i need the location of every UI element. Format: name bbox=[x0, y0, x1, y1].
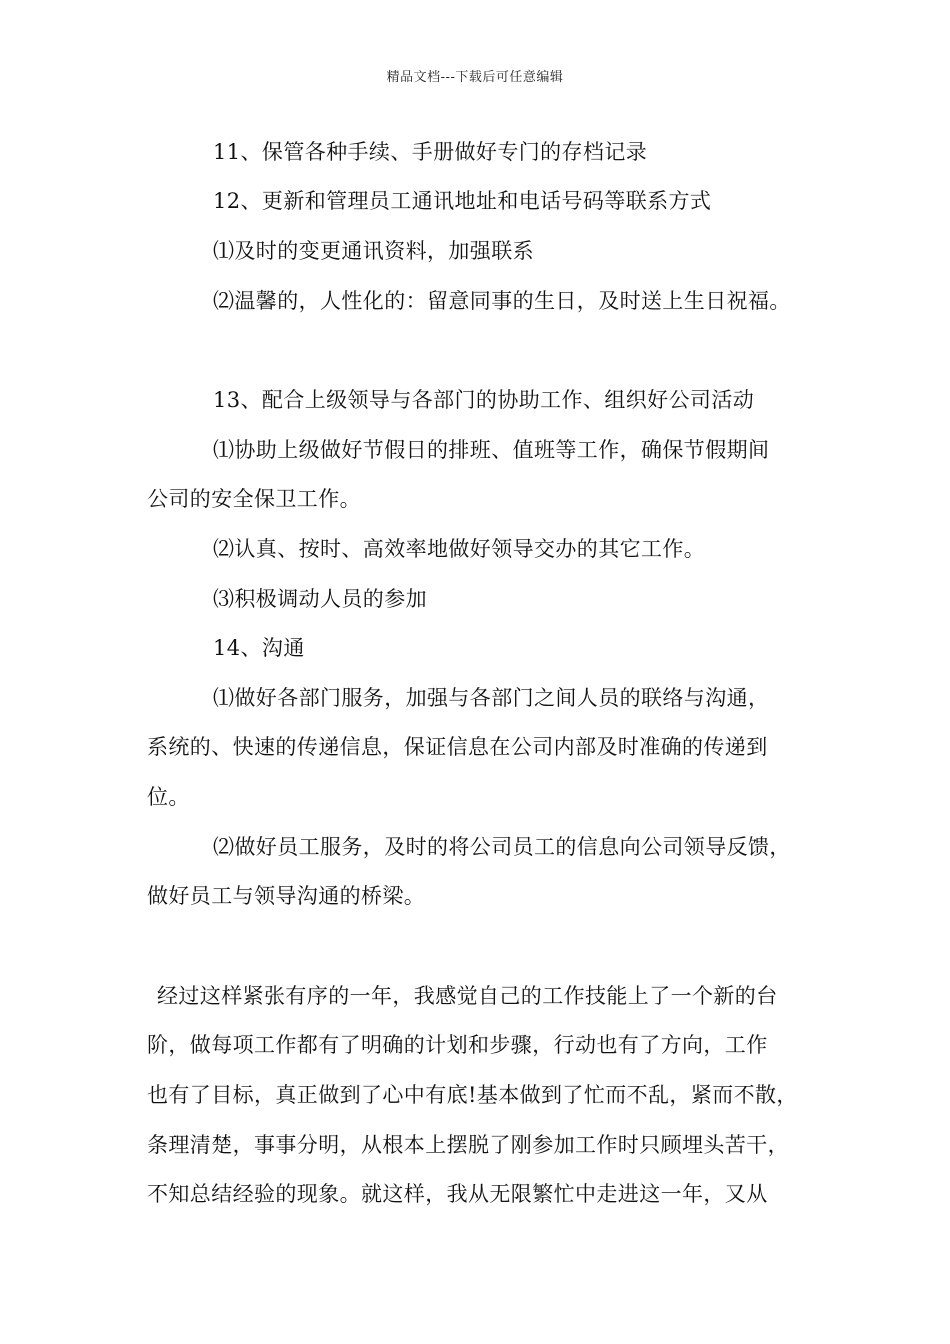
summary-paragraph-line-5: 不知总结经验的现象。就这样，我从无限繁忙中走进这一年，又从 bbox=[147, 1182, 768, 1206]
summary-paragraph-line-2: 阶，做每项工作都有了明确的计划和步骤，行动也有了方向，工作 bbox=[147, 1033, 768, 1057]
section-13-item-3: ⑶积极调动人员的参加 bbox=[213, 587, 427, 611]
section-12-item-2: ⑵温馨的，人性化的：留意同事的生日，及时送上生日祝福。 bbox=[213, 289, 791, 313]
section-11-heading: 11、保管各种手续、手册做好专门的存档记录 bbox=[213, 140, 648, 164]
page-header: 精品文档---下载后可任意编辑 bbox=[386, 70, 564, 85]
section-13-item-2: ⑵认真、按时、高效率地做好领导交办的其它工作。 bbox=[213, 537, 706, 561]
section-12-heading: 12、更新和管理员工通讯地址和电话号码等联系方式 bbox=[213, 189, 712, 213]
section-13-item-1: ⑴协助上级做好节假日的排班、值班等工作，确保节假期间 bbox=[213, 438, 770, 462]
section-14-item-1: ⑴做好各部门服务，加强与各部门之间人员的联络与沟通， bbox=[213, 686, 770, 710]
summary-paragraph-line-4: 条理清楚，事事分明，从根本上摆脱了刚参加工作时只顾埋头苦干， bbox=[147, 1133, 789, 1157]
section-12-item-1: ⑴及时的变更通讯资料，加强联系 bbox=[213, 239, 534, 263]
section-14-heading: 14、沟通 bbox=[213, 636, 305, 660]
section-14-item-1-cont: 系统的、快速的传递信息，保证信息在公司内部及时准确的传递到 bbox=[147, 735, 768, 759]
section-14-item-2-cont: 做好员工与领导沟通的桥梁。 bbox=[147, 884, 426, 908]
summary-paragraph-line-1: 经过这样紧张有序的一年，我感觉自己的工作技能上了一个新的台 bbox=[157, 984, 778, 1008]
section-13-heading: 13、配合上级领导与各部门的协助工作、组织好公司活动 bbox=[213, 388, 755, 412]
section-13-item-1-cont: 公司的安全保卫工作。 bbox=[147, 487, 361, 511]
section-14-item-2: ⑵做好员工服务，及时的将公司员工的信息向公司领导反馈， bbox=[213, 835, 791, 859]
section-14-item-1-cont2: 位。 bbox=[147, 785, 190, 809]
summary-paragraph-line-3: 也有了目标，真正做到了心中有底!基本做到了忙而不乱，紧而不散， bbox=[147, 1083, 798, 1107]
